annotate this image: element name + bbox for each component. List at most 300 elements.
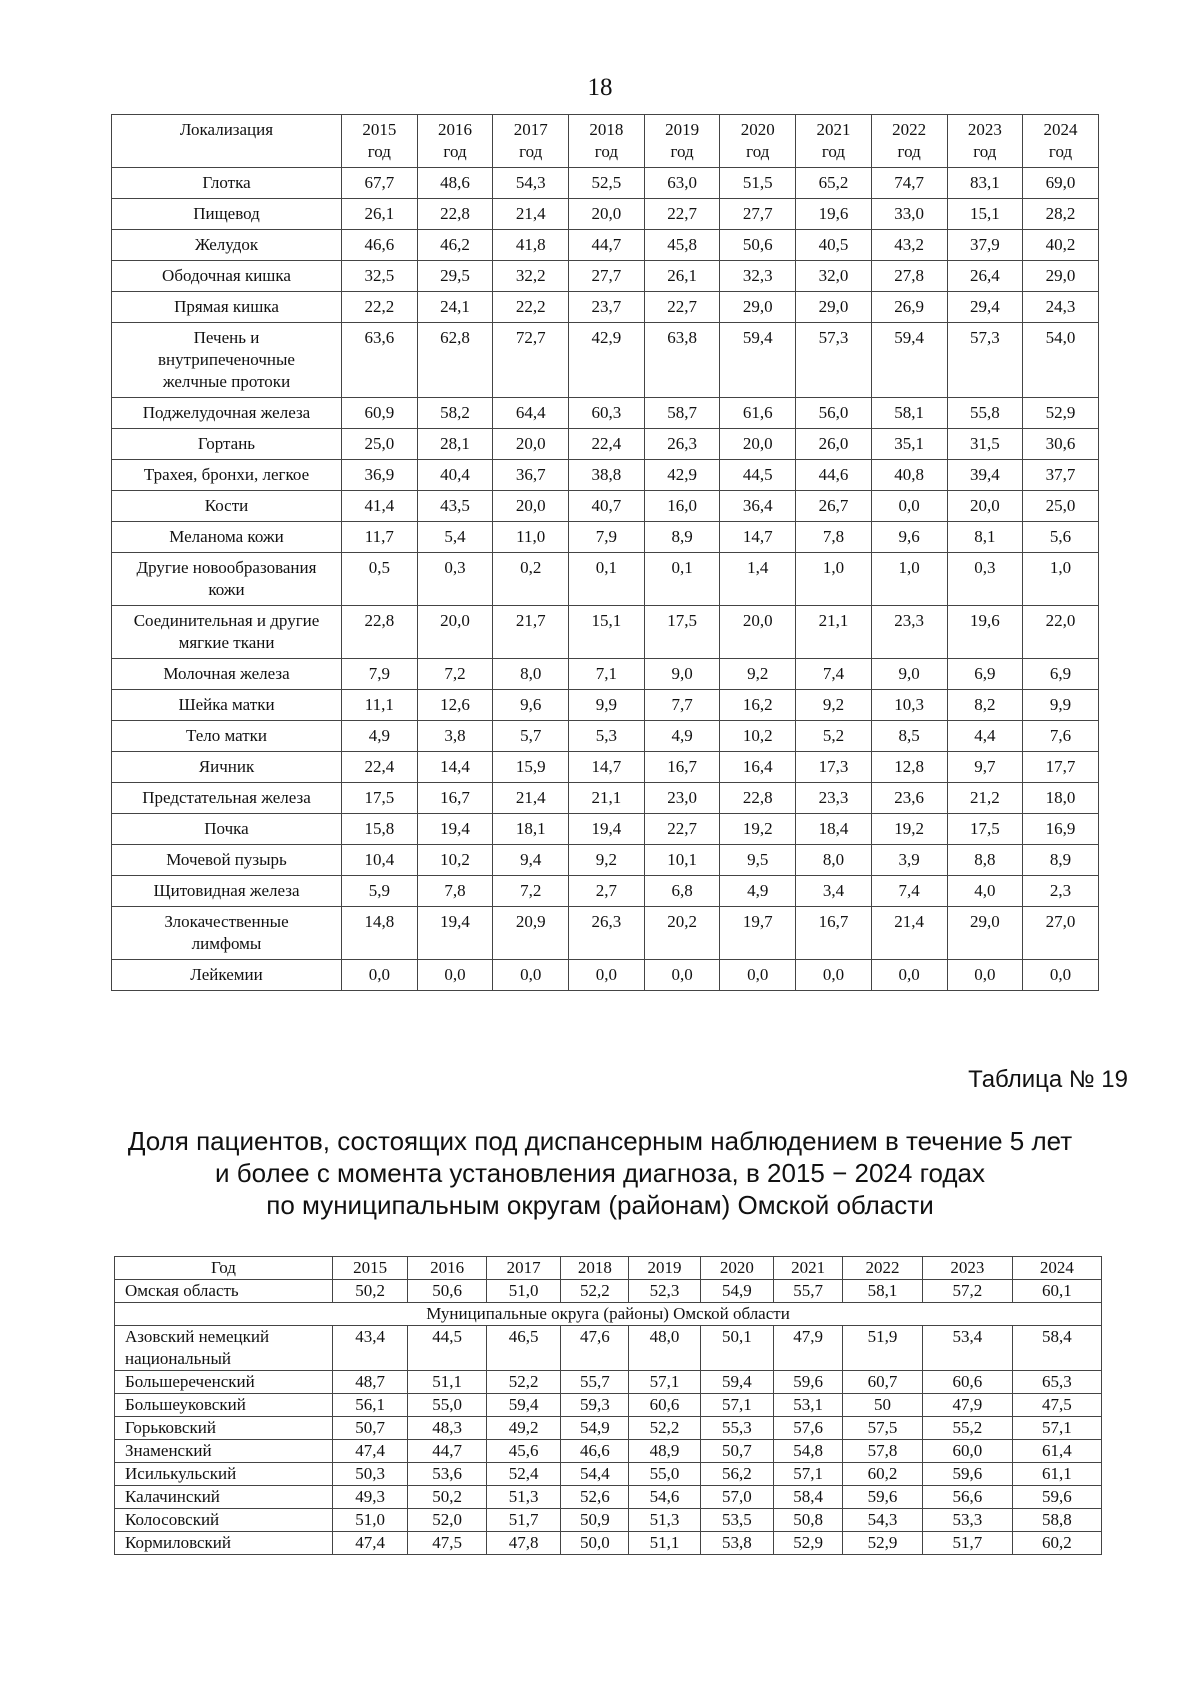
cell-value: 19,4 — [417, 814, 493, 845]
cell-value: 45,8 — [644, 230, 720, 261]
cell-value: 23,0 — [644, 783, 720, 814]
cell-value: 52,2 — [486, 1371, 560, 1394]
table-row — [115, 1394, 1102, 1417]
cell-value: 54,0 — [1023, 323, 1099, 398]
cell-value: 0,0 — [342, 960, 418, 991]
cell-value: 20,9 — [493, 907, 569, 960]
cell-value: 26,1 — [644, 261, 720, 292]
row-label — [112, 429, 342, 460]
cell-value: 1,4 — [720, 553, 796, 606]
cell-value: 18,0 — [1023, 783, 1099, 814]
row-label-line: Тело матки — [185, 726, 268, 745]
row-label-line: Колосовский — [125, 1510, 220, 1529]
cell-value: 7,9 — [569, 522, 645, 553]
cell-value: 7,4 — [871, 876, 947, 907]
cell-value: 26,7 — [796, 491, 872, 522]
cell-value: 26,0 — [796, 429, 872, 460]
cell-value: 7,4 — [796, 659, 872, 690]
row-label-line: Предстательная железа — [142, 788, 311, 807]
cell-value: 11,1 — [342, 690, 418, 721]
header-year-2021: 2021 — [774, 1257, 843, 1280]
table-row — [112, 398, 1099, 429]
cell-value: 29,4 — [947, 292, 1023, 323]
header-year: Год — [115, 1257, 333, 1280]
cell-value: 48,6 — [417, 168, 493, 199]
cell-value: 64,4 — [493, 398, 569, 429]
cell-value: 21,2 — [947, 783, 1023, 814]
cell-value: 14,4 — [417, 752, 493, 783]
cell-value: 59,6 — [922, 1463, 1012, 1486]
page-number: 18 — [587, 74, 613, 101]
cell-value: 54,3 — [843, 1509, 923, 1532]
cell-value: 40,5 — [796, 230, 872, 261]
cell-value: 27,0 — [1023, 907, 1099, 960]
cell-value: 17,7 — [1023, 752, 1099, 783]
cell-value: 22,8 — [417, 199, 493, 230]
cell-value: 16,4 — [720, 752, 796, 783]
cell-value: 59,6 — [1012, 1486, 1101, 1509]
cell-value: 8,0 — [796, 845, 872, 876]
cell-value: 24,3 — [1023, 292, 1099, 323]
cell-value: 10,2 — [417, 845, 493, 876]
cell-value: 53,3 — [922, 1509, 1012, 1532]
section-row — [115, 1303, 1102, 1326]
row-label-line: Прямая кишка — [174, 297, 279, 316]
cell-value: 23,3 — [871, 606, 947, 659]
cell-value: 32,3 — [720, 261, 796, 292]
year-suffix: год — [519, 142, 543, 161]
cell-value: 43,2 — [871, 230, 947, 261]
header-year-2024 — [1023, 115, 1099, 168]
table-row — [112, 690, 1099, 721]
row-label-line: Мочевой пузырь — [166, 850, 287, 869]
cell-value: 40,7 — [569, 491, 645, 522]
cell-value: 57,3 — [947, 323, 1023, 398]
header-year-2017 — [493, 115, 569, 168]
cell-value: 59,6 — [774, 1371, 843, 1394]
row-label — [112, 907, 342, 960]
cell-value: 21,4 — [493, 783, 569, 814]
cell-value: 15,1 — [569, 606, 645, 659]
row-label — [115, 1463, 333, 1486]
year-suffix: год — [670, 142, 694, 161]
cell-value: 28,1 — [417, 429, 493, 460]
cell-value: 57,2 — [922, 1280, 1012, 1303]
year-suffix: год — [443, 142, 467, 161]
table-row — [112, 814, 1099, 845]
cell-value: 23,6 — [871, 783, 947, 814]
cell-value: 5,4 — [417, 522, 493, 553]
cell-value: 0,1 — [569, 553, 645, 606]
section-label: Муниципальные округа (районы) Омской области — [115, 1303, 1102, 1326]
cell-value: 42,9 — [644, 460, 720, 491]
cell-value: 44,5 — [408, 1326, 487, 1371]
table-row — [112, 606, 1099, 659]
table-header-row — [115, 1257, 1102, 1280]
cell-value: 55,3 — [700, 1417, 773, 1440]
cell-value: 37,9 — [947, 230, 1023, 261]
cell-value: 7,1 — [569, 659, 645, 690]
cell-value: 60,0 — [922, 1440, 1012, 1463]
cell-value: 63,0 — [644, 168, 720, 199]
cell-value: 21,4 — [493, 199, 569, 230]
cell-value: 55,8 — [947, 398, 1023, 429]
cell-value: 52,9 — [843, 1532, 923, 1555]
cell-value: 8,8 — [947, 845, 1023, 876]
header-year-2016 — [417, 115, 493, 168]
cell-value: 50,0 — [561, 1532, 629, 1555]
cell-value: 22,2 — [342, 292, 418, 323]
cell-value: 53,6 — [408, 1463, 487, 1486]
row-label-line: Калачинский — [125, 1487, 220, 1506]
cell-value: 51,5 — [720, 168, 796, 199]
row-label-line: Лейкемии — [190, 965, 263, 984]
cell-value: 0,0 — [871, 491, 947, 522]
cell-value: 3,9 — [871, 845, 947, 876]
row-label-line: Горьковский — [125, 1418, 216, 1437]
table-row — [112, 491, 1099, 522]
table-row — [112, 230, 1099, 261]
table-title — [100, 1125, 1100, 1221]
year-number: 2016 — [438, 120, 473, 139]
cell-value: 52,4 — [486, 1463, 560, 1486]
header-year-2017: 2017 — [486, 1257, 560, 1280]
cell-value: 9,9 — [1023, 690, 1099, 721]
cell-value: 27,8 — [871, 261, 947, 292]
row-label-line: Исилькульский — [125, 1464, 237, 1483]
localization-table — [111, 114, 1099, 991]
table-row — [112, 845, 1099, 876]
cell-value: 37,7 — [1023, 460, 1099, 491]
cell-value: 25,0 — [1023, 491, 1099, 522]
cell-value: 55,7 — [561, 1371, 629, 1394]
cell-value: 57,1 — [700, 1394, 773, 1417]
cell-value: 48,3 — [408, 1417, 487, 1440]
cell-value: 0,0 — [796, 960, 872, 991]
cell-value: 19,7 — [720, 907, 796, 960]
row-label-line: Желудок — [194, 235, 259, 254]
cell-value: 20,0 — [417, 606, 493, 659]
header-year-2018 — [569, 115, 645, 168]
cell-value: 58,8 — [1012, 1509, 1101, 1532]
cell-value: 63,6 — [342, 323, 418, 398]
row-label — [112, 845, 342, 876]
cell-value: 0,0 — [1023, 960, 1099, 991]
year-number: 2020 — [740, 120, 775, 139]
cell-value: 20,2 — [644, 907, 720, 960]
cell-value: 3,8 — [417, 721, 493, 752]
cell-value: 50 — [843, 1394, 923, 1417]
row-label-line: Глотка — [202, 173, 251, 192]
row-label — [112, 690, 342, 721]
row-label-line: Соединительная и другие — [133, 611, 320, 630]
header-year-2015: 2015 — [332, 1257, 407, 1280]
cell-value: 50,9 — [561, 1509, 629, 1532]
cell-value: 29,0 — [1023, 261, 1099, 292]
row-label — [112, 460, 342, 491]
row-label — [112, 168, 342, 199]
cell-value: 36,4 — [720, 491, 796, 522]
row-label — [112, 606, 342, 659]
cell-value: 14,8 — [342, 907, 418, 960]
row-label — [115, 1532, 333, 1555]
row-label-line: Ободочная кишка — [162, 266, 291, 285]
cell-value: 58,1 — [843, 1280, 923, 1303]
cell-value: 17,3 — [796, 752, 872, 783]
cell-value: 52,2 — [561, 1280, 629, 1303]
cell-value: 43,5 — [417, 491, 493, 522]
cell-value: 72,7 — [493, 323, 569, 398]
cell-value: 0,0 — [947, 960, 1023, 991]
cell-value: 50,2 — [408, 1486, 487, 1509]
table-header-row — [112, 115, 1099, 168]
cell-value: 17,5 — [644, 606, 720, 659]
cell-value: 47,5 — [1012, 1394, 1101, 1417]
cell-value: 54,6 — [629, 1486, 700, 1509]
table-row — [112, 261, 1099, 292]
row-label-line: Знаменский — [125, 1441, 212, 1460]
cell-value: 9,2 — [796, 690, 872, 721]
table-row — [112, 752, 1099, 783]
table-row — [115, 1371, 1102, 1394]
row-label — [112, 960, 342, 991]
cell-value: 50,1 — [700, 1326, 773, 1371]
cell-value: 51,7 — [486, 1509, 560, 1532]
cell-value: 29,0 — [720, 292, 796, 323]
cell-value: 60,2 — [843, 1463, 923, 1486]
cell-value: 23,7 — [569, 292, 645, 323]
row-label-line: Шейка матки — [178, 695, 275, 714]
cell-value: 19,4 — [417, 907, 493, 960]
cell-value: 9,5 — [720, 845, 796, 876]
cell-value: 29,0 — [947, 907, 1023, 960]
table-row — [112, 721, 1099, 752]
cell-value: 39,4 — [947, 460, 1023, 491]
cell-value: 60,7 — [843, 1371, 923, 1394]
cell-value: 41,8 — [493, 230, 569, 261]
cell-value: 32,2 — [493, 261, 569, 292]
row-label — [112, 261, 342, 292]
cell-value: 59,6 — [843, 1486, 923, 1509]
cell-value: 21,1 — [569, 783, 645, 814]
cell-value: 7,6 — [1023, 721, 1099, 752]
table-row — [112, 783, 1099, 814]
cell-value: 21,7 — [493, 606, 569, 659]
cell-value: 58,4 — [774, 1486, 843, 1509]
cell-value: 20,0 — [947, 491, 1023, 522]
year-number: 2015 — [362, 120, 397, 139]
cell-value: 54,9 — [561, 1417, 629, 1440]
cell-value: 47,9 — [922, 1394, 1012, 1417]
cell-value: 54,3 — [493, 168, 569, 199]
row-label — [112, 659, 342, 690]
year-suffix: год — [1048, 142, 1073, 161]
cell-value: 40,2 — [1023, 230, 1099, 261]
cell-value: 7,9 — [342, 659, 418, 690]
cell-value: 23,3 — [796, 783, 872, 814]
cell-value: 43,4 — [332, 1326, 407, 1371]
cell-value: 62,8 — [417, 323, 493, 398]
cell-value: 83,1 — [947, 168, 1023, 199]
cell-value: 56,1 — [332, 1394, 407, 1417]
cell-value: 0,0 — [720, 960, 796, 991]
cell-value: 50,6 — [408, 1280, 487, 1303]
row-label — [115, 1509, 333, 1532]
row-label — [115, 1371, 333, 1394]
cell-value: 48,7 — [332, 1371, 407, 1394]
cell-value: 7,8 — [417, 876, 493, 907]
row-label — [115, 1326, 333, 1371]
cell-value: 65,2 — [796, 168, 872, 199]
cell-value: 27,7 — [569, 261, 645, 292]
cell-value: 14,7 — [720, 522, 796, 553]
cell-value: 52,9 — [774, 1532, 843, 1555]
cell-value: 17,5 — [342, 783, 418, 814]
cell-value: 42,9 — [569, 323, 645, 398]
header-year-2019 — [644, 115, 720, 168]
cell-value: 45,6 — [486, 1440, 560, 1463]
cell-value: 8,9 — [644, 522, 720, 553]
header-year-2021 — [796, 115, 872, 168]
row-label-line: Меланома кожи — [169, 527, 284, 546]
cell-value: 46,6 — [342, 230, 418, 261]
cell-value: 59,4 — [720, 323, 796, 398]
cell-value: 51,7 — [922, 1532, 1012, 1555]
cell-value: 55,0 — [629, 1463, 700, 1486]
header-year-2022: 2022 — [843, 1257, 923, 1280]
cell-value: 33,0 — [871, 199, 947, 230]
cell-value: 50,2 — [332, 1280, 407, 1303]
table-row — [112, 907, 1099, 960]
cell-value: 22,8 — [720, 783, 796, 814]
cell-value: 21,1 — [796, 606, 872, 659]
cell-value: 51,0 — [332, 1509, 407, 1532]
cell-value: 65,3 — [1012, 1371, 1101, 1394]
row-label-line: Злокачественные — [164, 912, 289, 931]
cell-value: 47,6 — [561, 1326, 629, 1371]
table-row — [112, 323, 1099, 398]
table-row — [115, 1326, 1102, 1371]
row-label — [115, 1394, 333, 1417]
cell-value: 12,8 — [871, 752, 947, 783]
row-label — [112, 752, 342, 783]
row-label-line: Поджелудочная железа — [142, 403, 311, 422]
row-label — [112, 814, 342, 845]
row-label — [112, 292, 342, 323]
cell-value: 7,8 — [796, 522, 872, 553]
cell-value: 16,7 — [796, 907, 872, 960]
cell-value: 47,5 — [408, 1532, 487, 1555]
cell-value: 20,0 — [720, 606, 796, 659]
table-row — [112, 460, 1099, 491]
cell-value: 19,2 — [720, 814, 796, 845]
cell-value: 60,1 — [1012, 1280, 1101, 1303]
cell-value: 5,7 — [493, 721, 569, 752]
cell-value: 50,3 — [332, 1463, 407, 1486]
header-year-2024: 2024 — [1012, 1257, 1101, 1280]
cell-value: 60,6 — [922, 1371, 1012, 1394]
cell-value: 21,4 — [871, 907, 947, 960]
cell-value: 41,4 — [342, 491, 418, 522]
cell-value: 27,7 — [720, 199, 796, 230]
cell-value: 16,9 — [1023, 814, 1099, 845]
cell-value: 60,2 — [1012, 1532, 1101, 1555]
row-label-line: кожи — [208, 580, 245, 599]
cell-value: 58,1 — [871, 398, 947, 429]
row-label-line: Большеуковский — [125, 1395, 246, 1414]
cell-value: 55,0 — [408, 1394, 487, 1417]
row-label-line: Молочная железа — [163, 664, 290, 683]
cell-value: 22,0 — [1023, 606, 1099, 659]
cell-value: 6,9 — [947, 659, 1023, 690]
cell-value: 10,1 — [644, 845, 720, 876]
year-suffix: год — [594, 142, 619, 161]
cell-value: 5,3 — [569, 721, 645, 752]
cell-value: 61,6 — [720, 398, 796, 429]
cell-value: 9,4 — [493, 845, 569, 876]
cell-value: 4,4 — [947, 721, 1023, 752]
cell-value: 53,4 — [922, 1326, 1012, 1371]
year-suffix: год — [973, 142, 997, 161]
cell-value: 5,9 — [342, 876, 418, 907]
cell-value: 30,6 — [1023, 429, 1099, 460]
row-label-line: мягкие ткани — [178, 633, 275, 652]
cell-value: 60,6 — [629, 1394, 700, 1417]
row-label — [115, 1280, 333, 1303]
cell-value: 2,7 — [569, 876, 645, 907]
cell-value: 9,6 — [871, 522, 947, 553]
row-label-line: Щитовидная железа — [153, 881, 300, 900]
table-title-line: по муниципальным округам (районам) Омской области — [266, 1190, 934, 1220]
cell-value: 22,8 — [342, 606, 418, 659]
header-year-2019: 2019 — [629, 1257, 700, 1280]
row-label — [112, 876, 342, 907]
year-number: 2022 — [892, 120, 927, 139]
year-number: 2017 — [513, 120, 548, 139]
header-year-2023: 2023 — [922, 1257, 1012, 1280]
row-label-line: Кости — [204, 496, 249, 515]
cell-value: 44,6 — [796, 460, 872, 491]
cell-value: 2,3 — [1023, 876, 1099, 907]
cell-value: 47,8 — [486, 1532, 560, 1555]
cell-value: 49,2 — [486, 1417, 560, 1440]
cell-value: 52,9 — [1023, 398, 1099, 429]
cell-value: 47,4 — [332, 1440, 407, 1463]
cell-value: 44,7 — [408, 1440, 487, 1463]
table-title-line: и более с момента установления диагноза, в 2015 − 2024 годах — [214, 1158, 986, 1188]
cell-value: 20,0 — [493, 429, 569, 460]
header-year-2022 — [871, 115, 947, 168]
cell-value: 51,3 — [629, 1509, 700, 1532]
cell-value: 35,1 — [871, 429, 947, 460]
cell-value: 6,9 — [1023, 659, 1099, 690]
header-year-2015 — [342, 115, 418, 168]
cell-value: 22,7 — [644, 199, 720, 230]
cell-value: 58,7 — [644, 398, 720, 429]
cell-value: 51,1 — [629, 1532, 700, 1555]
year-number: 2018 — [589, 120, 624, 139]
row-label-line: лимфомы — [191, 934, 262, 953]
cell-value: 52,5 — [569, 168, 645, 199]
row-label — [112, 199, 342, 230]
cell-value: 50,7 — [332, 1417, 407, 1440]
year-suffix: год — [897, 142, 921, 161]
cell-value: 15,9 — [493, 752, 569, 783]
row-label — [115, 1440, 333, 1463]
cell-value: 58,4 — [1012, 1326, 1101, 1371]
cell-value: 36,7 — [493, 460, 569, 491]
row-label-line: Омская область — [125, 1281, 239, 1300]
